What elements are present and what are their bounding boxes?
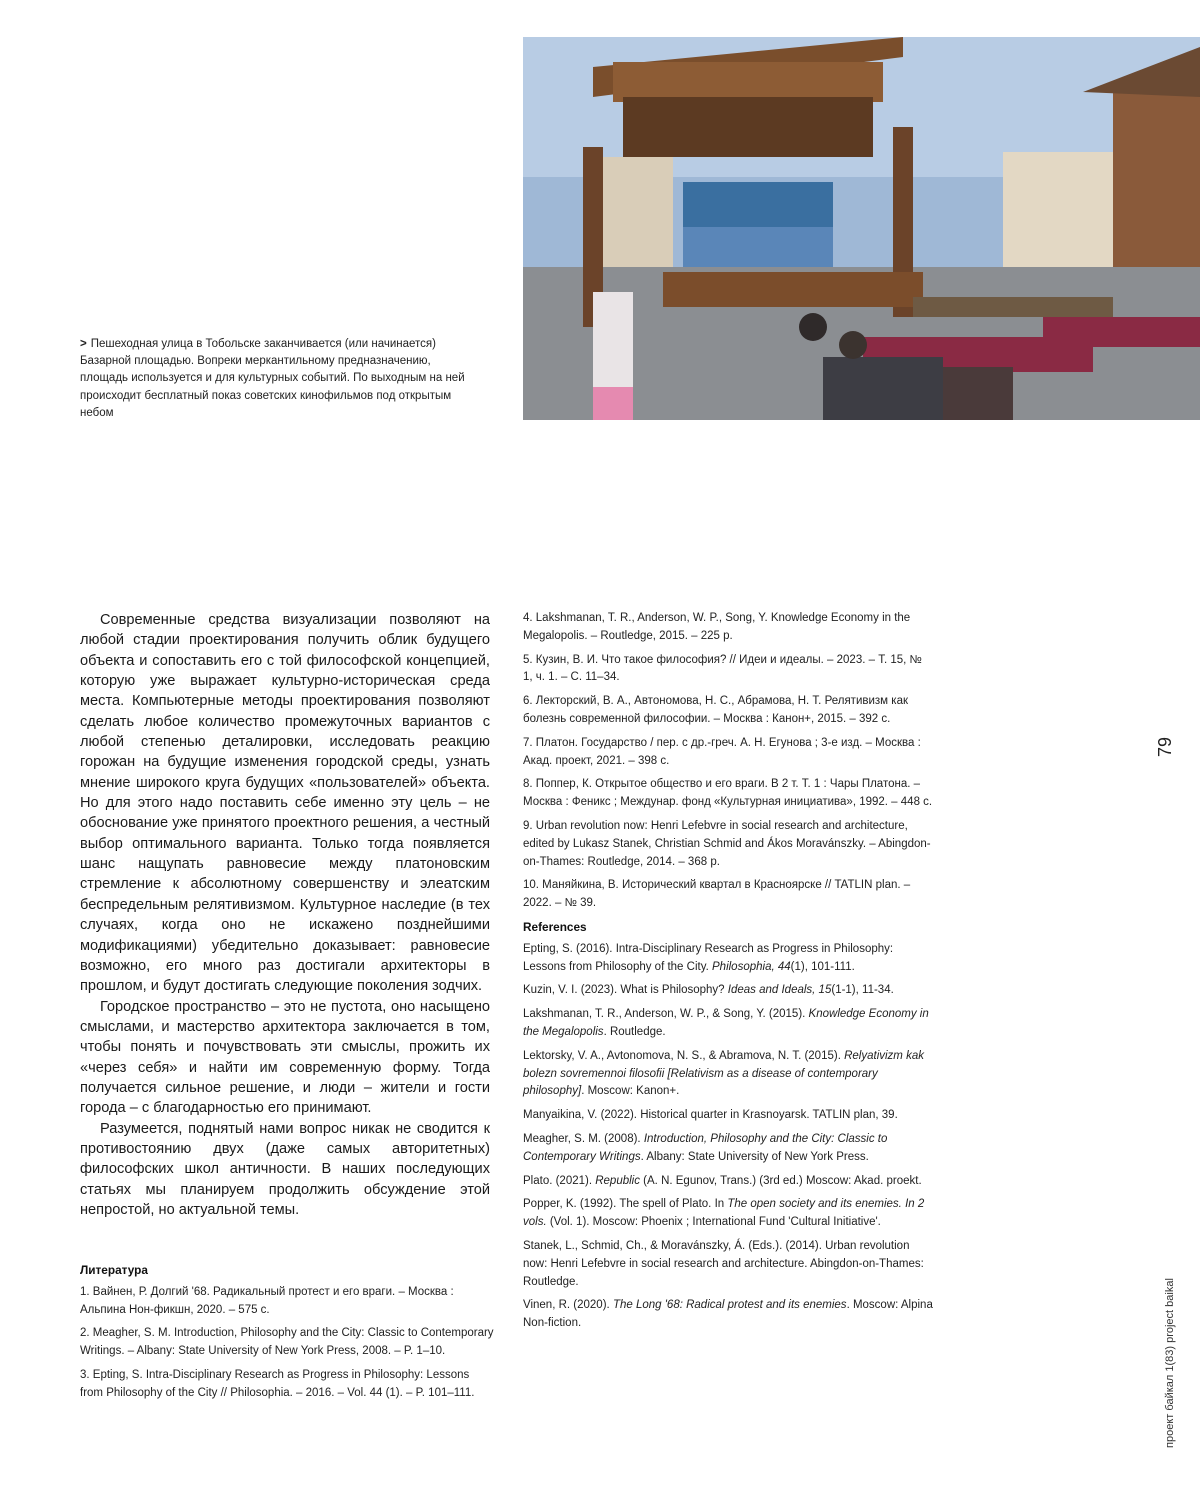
- literature-list-left: [80, 1262, 495, 1409]
- running-footer: проект байкал 1(83) project baikal: [1164, 1278, 1176, 1448]
- body-paragraph-1: Современные средства визуализации позволяют на любой стадии проектирования получить облик будущего объекта и сопоставить его с той философской концепцией, которую уже выражает культурно-историческая среда места. Компьютерные методы проектирования позволяют сделать любое количество промежуточных вариантов с любой степенью деталировки, исследовать реакцию горожан на будущие изменения городской среды, узнать мнение широкого круга будущих «пользователей» объекта. Но для этого надо поставить себе именно эту цель – не обоснование уже принятого проектного решения, а честный выбор оптимального варианта. Только тогда появляется шанс нащупать равновесие между платоновским стремление к абсолютному совершенству и элеатским беспредельным релятивизмом. Культурное наследие (в тех случаях, когда оно не искажено позднейшими модификациями) убедительно доказывает: равновесие возможно, его много раз достигали архитекторы в прошлом, и будут достигать следующие поколения зодчих.: [80, 612, 490, 995]
- literature-item: 4. Lakshmanan, T. R., Anderson, W. P., Song, Y. Knowledge Economy in the Megalopolis. – Routledge, 2015. – 225 p.: [523, 612, 911, 642]
- body-paragraph-2: Городское пространство – это не пустота, оно насыщено смыслами, и мастерство архитектора заключается в том, чтобы понять и почувствовать эти смыслы, прожить их «через себя» и найти им современную форму. Тогда получается сильное решение, и люди – жители и гости города – с благодарностью его принимают.: [80, 998, 490, 1117]
- literature-item: 3. Epting, S. Intra-Disciplinary Research as Progress in Philosophy: Lessons from Philosophy of the City // Philosophia. – 2016. – Vol. 44 (1). – P. 101–111.: [80, 1368, 475, 1399]
- caption-text: Пешеходная улица в Тобольске заканчивается (или начинается) Базарной площадью. Вопреки меркантильному предназначению, площадь используется и для культурных событий. По выходным на ней происходит бесплатный показ советских кинофильмов под открытым небом: [80, 338, 465, 419]
- literature-item: 10. Маняйкина, В. Исторический квартал в Красноярске // TATLIN plan. – 2022. – № 39.: [523, 879, 911, 910]
- article-body: [80, 610, 490, 1220]
- reference-item: Kuzin, V. I. (2023). What is Philosophy? Ideas and Ideals, 15(1-1), 11-34.: [523, 984, 894, 997]
- literature-item: 7. Платон. Государство / пер. с др.-греч. А. Н. Егунова ; 3-е изд. – Москва : Акад. проект, 2021. – 398 с.: [523, 736, 921, 767]
- reference-item: Stanek, L., Schmid, Ch., & Moravánszky, Á. (Eds.). (2014). Urban revolution now: Henri Lefebvre in social research and architecture. Abingdon-on-Thames: Routledge.: [523, 1239, 924, 1288]
- literature-item: 2. Meagher, S. M. Introduction, Philosophy and the City: Classic to Contemporary Writings. – Albany: State University of New York Press, 2008. – P. 1–10.: [80, 1327, 494, 1358]
- literature-item: 1. Вайнен, Р. Долгий '68. Радикальный протест и его враги. – Москва : Альпина Нон-фикшн, 2020. – 575 с.: [80, 1285, 454, 1316]
- reference-item: Manyaikina, V. (2022). Historical quarter in Krasnoyarsk. TATLIN plan, 39.: [523, 1109, 898, 1122]
- cinema-square-photo: [523, 37, 1200, 420]
- literature-list-right: [523, 610, 933, 1339]
- photo-caption: [80, 336, 480, 422]
- reference-item: Plato. (2021). Republic (A. N. Egunov, Trans.) (3rd ed.) Moscow: Akad. proekt.: [523, 1174, 922, 1187]
- page-number: 79: [1155, 736, 1175, 758]
- reference-item: Lakshmanan, T. R., Anderson, W. P., & Song, Y. (2015). Knowledge Economy in the Megalopolis. Routledge.: [523, 1008, 929, 1038]
- reference-item: Epting, S. (2016). Intra-Disciplinary Research as Progress in Philosophy: Lessons from Philosophy of the City. Philosophia, 44(1), 101-111.: [523, 942, 894, 973]
- references-heading: References: [523, 919, 587, 934]
- body-paragraph-3: Разумеется, поднятый нами вопрос никак не сводится к противостоянию двух (даже самых авторитетных) философских школ античности. В наших последующих статьях мы планируем продолжить обсуждение этой непростой, но актуальной темы.: [80, 1120, 490, 1218]
- caption-marker: >: [80, 338, 87, 350]
- literature-item: 6. Лекторский, В. А., Автономова, Н. С., Абрамова, Н. Т. Релятивизм как болезнь современной философии. – Москва : Канон+, 2015. – 392 с.: [523, 695, 908, 725]
- literature-item: 9. Urban revolution now: Henri Lefebvre in social research and architecture, edited by Lukasz Stanek, Christian Schmid and Ákos Moravánszky. – Abingdon-on-Thames: Routledge, 2014. – 368 p.: [523, 819, 931, 868]
- literature-item: 5. Кузин, В. И. Что такое философия? // Идеи и идеалы. – 2023. – Т. 15, № 1, ч. 1. – С. 11–34.: [523, 653, 922, 684]
- reference-item: Lektorsky, V. A., Avtonomova, N. S., & Abramova, N. T. (2015). Relyativizm kak bolezn sovremennoi filosofii [Relativism as a disease of contemporary philosophy]. Moscow: Kanon+.: [523, 1049, 924, 1098]
- reference-item: Vinen, R. (2020). The Long '68: Radical protest and its enemies. Moscow: Alpina Non-fiction.: [523, 1299, 933, 1330]
- reference-item: Popper, K. (1992). The spell of Plato. In The open society and its enemies. In 2 vols. (Vol. 1). Moscow: Phoenix ; International Fund 'Cultural Initiative'.: [523, 1198, 925, 1229]
- literature-item: 8. Поппер, К. Открытое общество и его враги. В 2 т. Т. 1 : Чары Платона. – Москва : Феникс ; Междунар. фонд «Культурная инициатива», 1992. – 448 с.: [523, 778, 933, 809]
- reference-item: Meagher, S. M. (2008). Introduction, Philosophy and the City: Classic to Contemporary Writings. Albany: State University of New York Press.: [523, 1132, 888, 1163]
- literature-heading: Литература: [80, 1263, 148, 1277]
